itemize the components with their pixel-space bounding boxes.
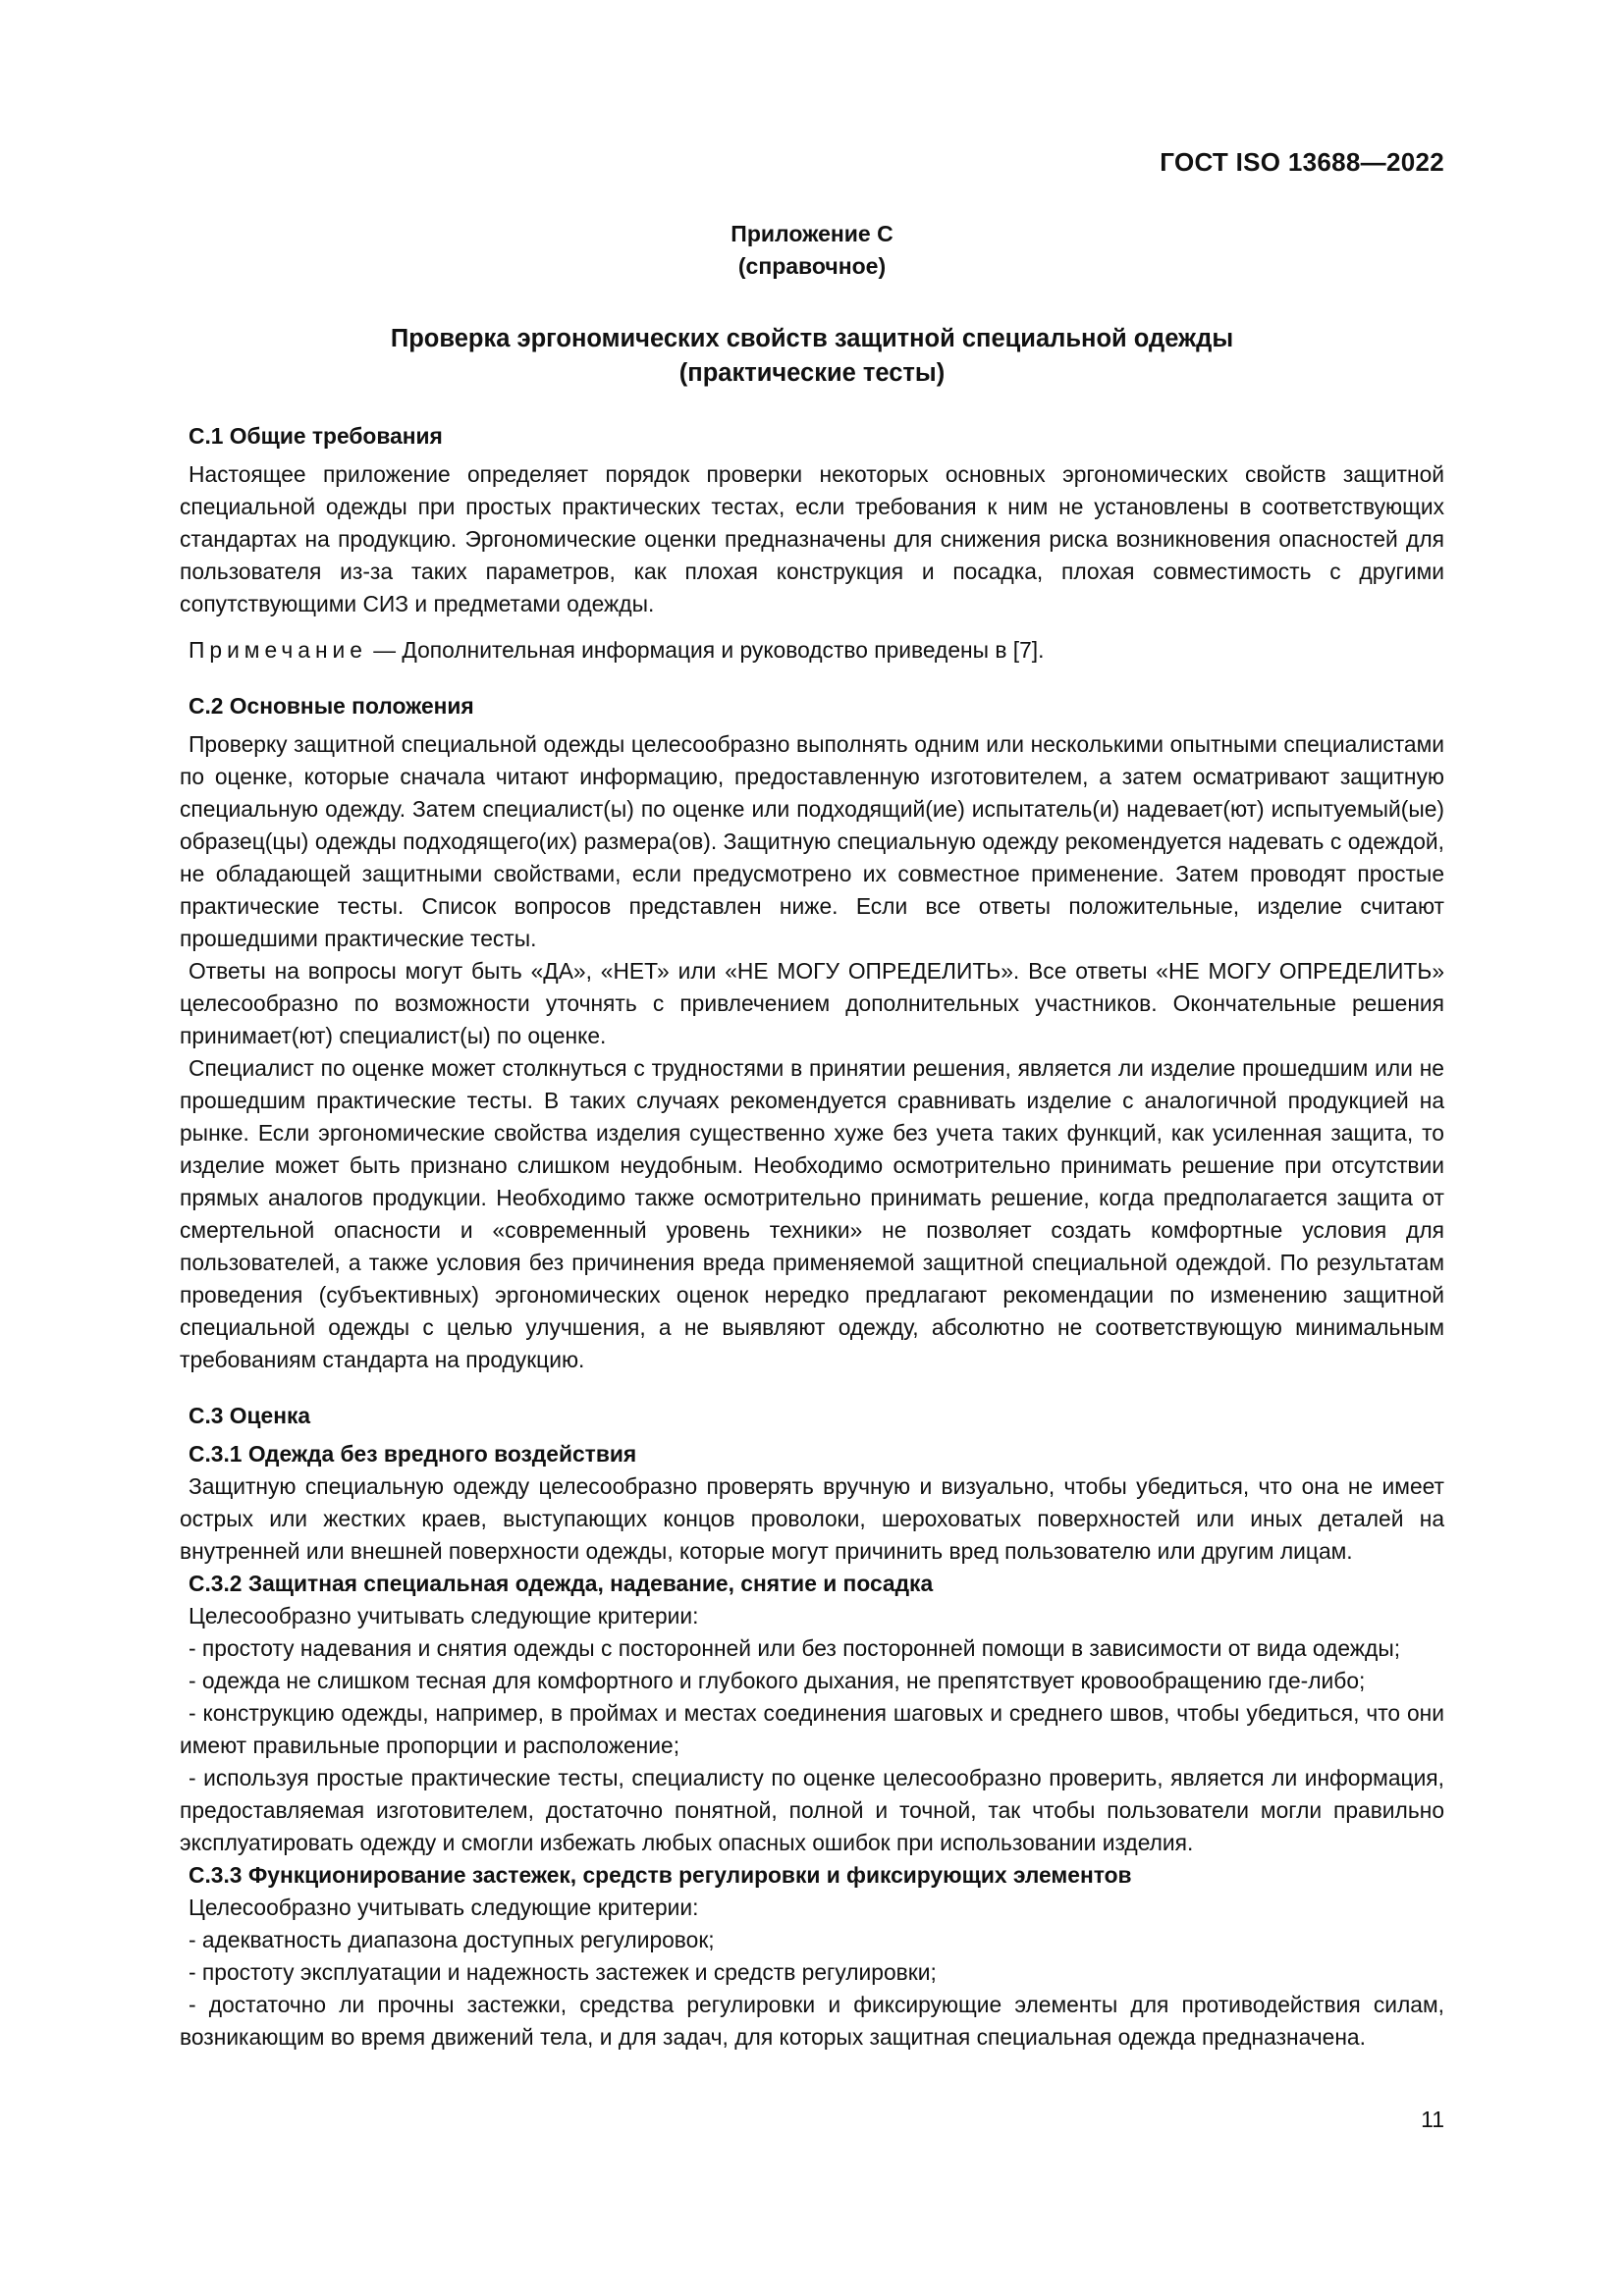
list-item: - конструкцию одежды, например, в проймах и местах соединения шаговых и среднего швов, чтобы убедиться, что они имеют правильные пропорции и расположение; xyxy=(180,1700,1444,1758)
annex-label: Приложение С xyxy=(731,221,893,246)
note-text: — Дополнительная информация и руководство приведены в [7]. xyxy=(366,637,1045,663)
list-item: - одежда не слишком тесная для комфортного и глубокого дыхания, не препятствует кровообращению где-либо; xyxy=(189,1668,1366,1693)
standard-code-header: ГОСТ ISO 13688—2022 xyxy=(1160,147,1444,177)
list-item: - простоту надевания и снятия одежды с посторонней или без посторонней помощи в зависимости от вида одежды; xyxy=(189,1635,1401,1661)
section-c1-heading: С.1 Общие требования xyxy=(189,423,443,449)
note-label: Примечание xyxy=(189,637,367,663)
section-c31-paragraph-1: Защитную специальную одежду целесообразно проверять вручную и визуально, чтобы убедиться, что она не имеет острых или жестких краев, выступающих концов проволоки, шероховатых поверхностей или иных деталей на внутренней или внешней поверхности одежды, которые могут причинить вред пользователю или другим лицам. xyxy=(180,1473,1444,1564)
page-number: 11 xyxy=(1421,2107,1444,2132)
list-item: - простоту эксплуатации и надежность застежек и средств регулировки; xyxy=(189,1959,937,1985)
section-c3-heading: С.3 Оценка xyxy=(189,1403,311,1428)
section-c2-heading: С.2 Основные положения xyxy=(189,693,474,719)
section-c1-note xyxy=(180,634,1444,667)
page-content xyxy=(180,218,1444,2054)
list-item: - адекватность диапазона доступных регулировок; xyxy=(189,1927,715,1952)
annex-title-line2: (практические тесты) xyxy=(678,359,946,387)
list-item: - используя простые практические тесты, специалисту по оценке целесообразно проверить, является ли информация, предоставляемая изготовителем, достаточно понятной, полной и точной, так чтобы пользователи могли правильно эксплуатировать одежду и смогли избежать любых опасных ошибок при использовании изделия. xyxy=(180,1765,1444,1855)
section-c2-paragraph-1: Проверку защитной специальной одежды целесообразно выполнять одним или несколькими опытными специалистами по оценке, которые сначала читают информацию, предоставленную изготовителем, а затем осматривают защитную специальную одежду. Затем специалист(ы) по оценке или подходящий(ие) испытатель(и) надевает(ют) испытуемый(ые) образец(цы) одежды подходящего(их) размера(ов). Защитную специальную одежду рекомендуется надевать с одеждой, не обладающей защитными свойствами, если предусмотрено их совместное применение. Затем проводят простые практические тесты. Список вопросов представлен ниже. Если все ответы положительные, изделие считают прошедшими практические тесты. xyxy=(180,731,1444,951)
annex-title-line1: Проверка эргономических свойств защитной специальной одежды xyxy=(390,325,1234,352)
section-c1-paragraph-1: Настоящее приложение определяет порядок проверки некоторых основных эргономических свойств защитной специальной одежды при простых практических тестах, если требования к ним не установлены в соответствующих стандартах на продукцию. Эргономические оценки предназначены для снижения риска возникновения опасностей для пользователя из-за таких параметров, как плохая конструкция и посадка, плохая совместимость с другими сопутствующими СИЗ и предметами одежды. xyxy=(180,461,1444,616)
section-c32-heading: С.3.2 Защитная специальная одежда, надевание, снятие и посадка xyxy=(189,1571,934,1596)
section-c31-heading: С.3.1 Одежда без вредного воздействия xyxy=(189,1441,637,1467)
section-c32-intro: Целесообразно учитывать следующие критерии: xyxy=(189,1603,699,1629)
section-c2-paragraph-3: Специалист по оценке может столкнуться с трудностями в принятии решения, является ли изделие прошедшим или не прошедшим практические тесты. В таких случаях рекомендуется сравнивать изделие с аналогичной продукцией на рынке. Если эргономические свойства изделия существенно хуже без учета таких функций, как усиленная защита, то изделие может быть признано слишком неудобным. Необходимо осмотрительно принимать решение при отсутствии прямых аналогов продукции. Необходимо также осмотрительно принимать решение, когда предполагается защита от смертельной опасности и «современный уровень техники» не позволяет создать комфортные условия для пользователей, а также условия без причинения вреда применяемой защитной специальной одеждой. По результатам проведения (субъективных) эргономических оценок нередко предлагают рекомендации по изменению защитной специальной одежды с целью улучшения, а не выявляют одежду, абсолютно не соответствующую минимальным требованиям стандарта на продукцию. xyxy=(180,1055,1444,1372)
section-c33-intro: Целесообразно учитывать следующие критерии: xyxy=(189,1895,699,1920)
list-item: - достаточно ли прочны застежки, средства регулировки и фиксирующие элементы для противодействия силам, возникающим во время движений тела, и для задач, для которых защитная специальная одежда предназначена. xyxy=(180,1992,1444,2050)
section-c33-heading: С.3.3 Функционирование застежек, средств регулировки и фиксирующих элементов xyxy=(189,1862,1132,1888)
section-c2-paragraph-2: Ответы на вопросы могут быть «ДА», «НЕТ» или «НЕ МОГУ ОПРЕДЕЛИТЬ». Все ответы «НЕ МОГУ ОПРЕДЕЛИТЬ» целесообразно по возможности уточнять с привлечением дополнительных участников. Окончательные решения принимает(ют) специалист(ы) по оценке. xyxy=(180,958,1444,1048)
annex-type: (справочное) xyxy=(737,253,887,279)
